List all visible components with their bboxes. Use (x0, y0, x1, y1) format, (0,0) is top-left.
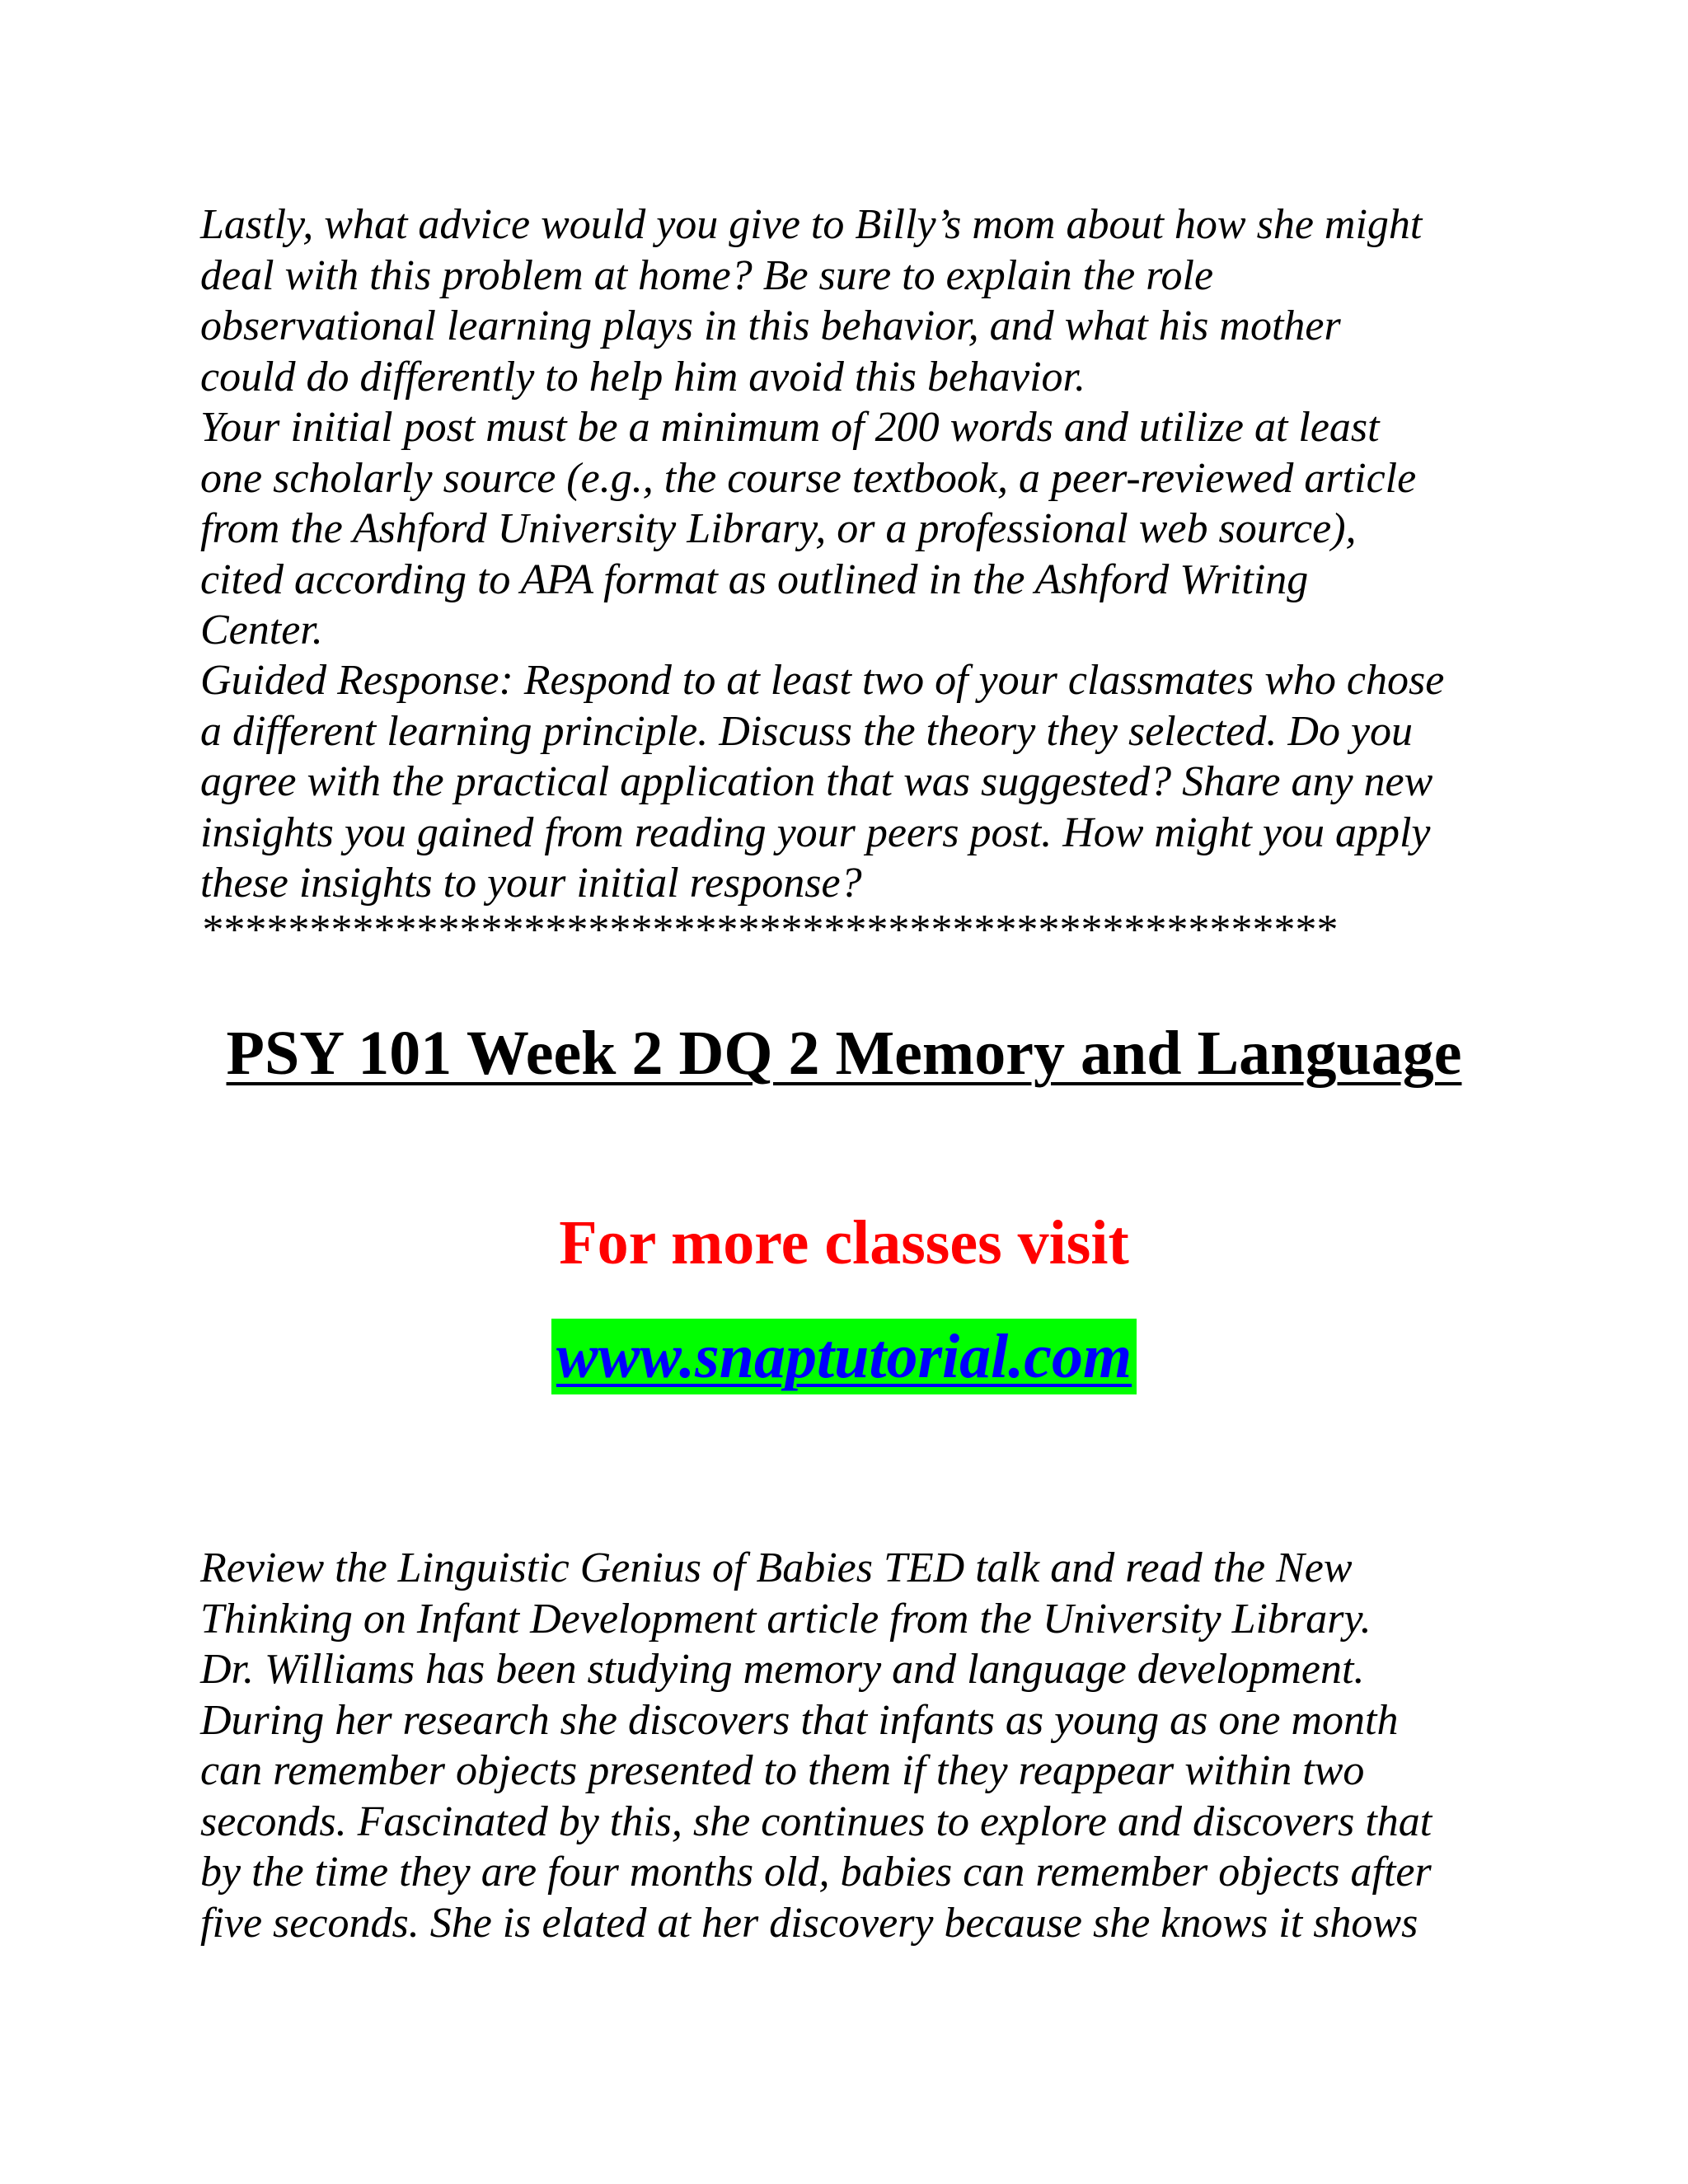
text-line: Your initial post must be a minimum of 200 words and utilize at least (200, 404, 1380, 451)
text-line: these insights to your initial response? (200, 860, 862, 907)
text-line: Lastly, what advice would you give to Billy’s mom about how she might (200, 201, 1423, 248)
text-line: Guided Response: Respond to at least two of your classmates who chose (200, 657, 1445, 704)
paragraph-review (200, 1543, 1536, 1948)
text-line: seconds. Fascinated by this, she continues to explore and discovers that (200, 1797, 1432, 1845)
text-line: one scholarly source (e.g., the course textbook, a peer-reviewed article (200, 454, 1417, 502)
text-line: Thinking on Infant Development article from the University Library. (200, 1595, 1372, 1643)
text-line: cited according to APA format as outlined in the Ashford Writing (200, 555, 1309, 603)
text-line: can remember objects presented to them if they reappear within two (200, 1747, 1365, 1794)
promo-link[interactable]: www.snaptutorial.com (551, 1319, 1137, 1394)
text-line: by the time they are four months old, babies can remember objects after (200, 1849, 1432, 1896)
section-heading: PSY 101 Week 2 DQ 2 Memory and Language (226, 1019, 1462, 1088)
text-line: Review the Linguistic Genius of Babies TED talk and read the New (200, 1544, 1353, 1591)
text-line: agree with the practical application that was suggested? Share any new (200, 758, 1433, 805)
promo-link-container (0, 1319, 1688, 1394)
text-line: Center. (200, 607, 323, 654)
text-line: from the Ashford University Library, or a professional web source), (200, 505, 1357, 552)
paragraph-advice (200, 199, 1536, 402)
text-line: observational learning plays in this behavior, and what his mother (200, 302, 1341, 349)
text-line: could do differently to help him avoid this behavior. (200, 353, 1086, 401)
paragraph-initial-post (200, 402, 1536, 656)
separator-stars: ***************************************************** (200, 907, 1336, 954)
paragraph-guided-response (200, 655, 1536, 909)
text-line: During her research she discovers that infants as young as one month (200, 1696, 1399, 1744)
promo-text: For more classes visit (559, 1208, 1129, 1277)
text-line: Dr. Williams has been studying memory and language development. (200, 1646, 1365, 1693)
text-line: a different learning principle. Discuss the theory they selected. Do you (200, 707, 1414, 755)
text-line: insights you gained from reading your peers post. How might you apply (200, 808, 1431, 856)
text-line: five seconds. She is elated at her discovery because she knows it shows (200, 1899, 1418, 1947)
text-line: deal with this problem at home? Be sure to explain the role (200, 251, 1214, 299)
